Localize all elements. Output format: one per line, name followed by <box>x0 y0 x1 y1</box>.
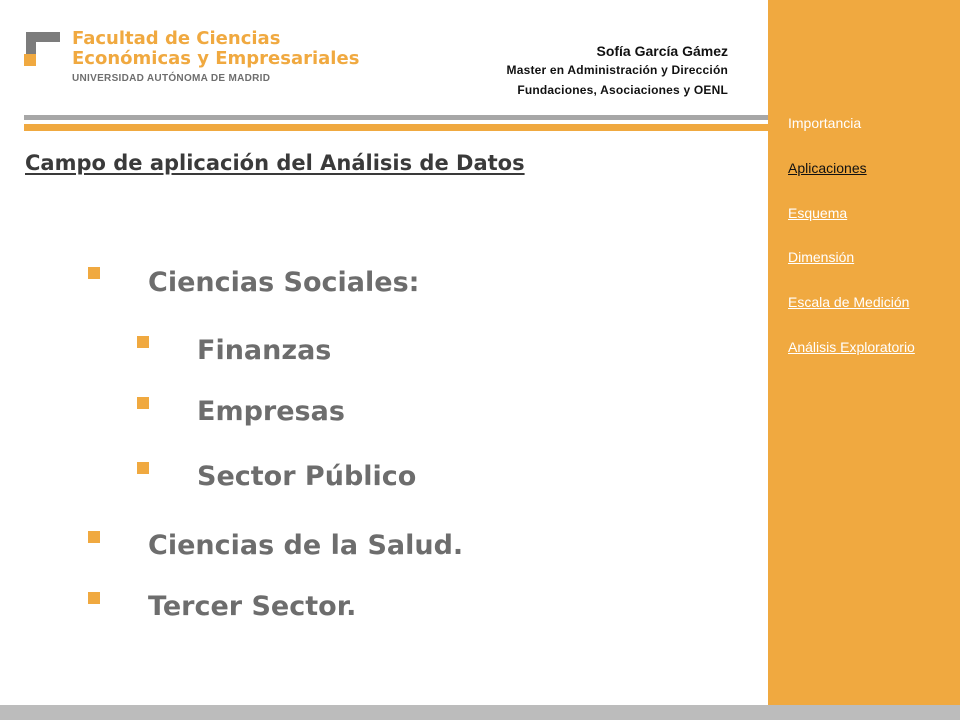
bullet-text: Sector Público <box>197 461 417 492</box>
program-line-2: Fundaciones, Asociaciones y OENL <box>517 83 728 97</box>
header-divider-orange <box>24 124 768 131</box>
bullet-text: Finanzas <box>197 335 332 366</box>
logo-line-3: UNIVERSIDAD AUTÓNOMA DE MADRID <box>72 73 271 84</box>
bullet-square-icon <box>137 397 149 409</box>
bullet-text: Tercer Sector. <box>148 591 357 622</box>
nav-link-analisis-exploratorio[interactable]: Análisis Exploratorio <box>788 339 915 355</box>
author-name: Sofía García Gámez <box>596 43 728 59</box>
nav-link-esquema[interactable]: Esquema <box>788 205 848 221</box>
nav-link-escala-de-medicion[interactable]: Escala de Medición <box>788 294 910 310</box>
bullet-square-icon <box>88 592 100 604</box>
bullet-text: Ciencias de la Salud. <box>148 530 464 561</box>
logo-line-2: Económicas y Empresariales <box>72 48 360 69</box>
bullet-square-icon <box>88 267 100 279</box>
logo-mark-icon <box>24 30 64 70</box>
logo-line-1: Facultad de Ciencias <box>72 28 281 49</box>
slide-title: Campo de aplicación del Análisis de Datos <box>25 151 525 175</box>
bottom-bar <box>0 705 960 720</box>
header-divider-gray <box>24 115 768 120</box>
bullet-text: Ciencias Sociales: <box>148 267 420 298</box>
nav-link-aplicaciones[interactable]: Aplicaciones <box>788 160 867 176</box>
program-line-1: Master en Administración y Dirección <box>506 63 728 77</box>
bullet-text: Empresas <box>197 396 345 427</box>
faculty-logo <box>24 28 360 90</box>
bullet-square-icon <box>88 531 100 543</box>
nav-link-importancia[interactable]: Importancia <box>788 115 862 131</box>
nav-link-dimension[interactable]: Dimensión <box>788 249 855 265</box>
author-block <box>507 42 728 100</box>
bullet-square-icon <box>137 336 149 348</box>
bullet-square-icon <box>137 462 149 474</box>
